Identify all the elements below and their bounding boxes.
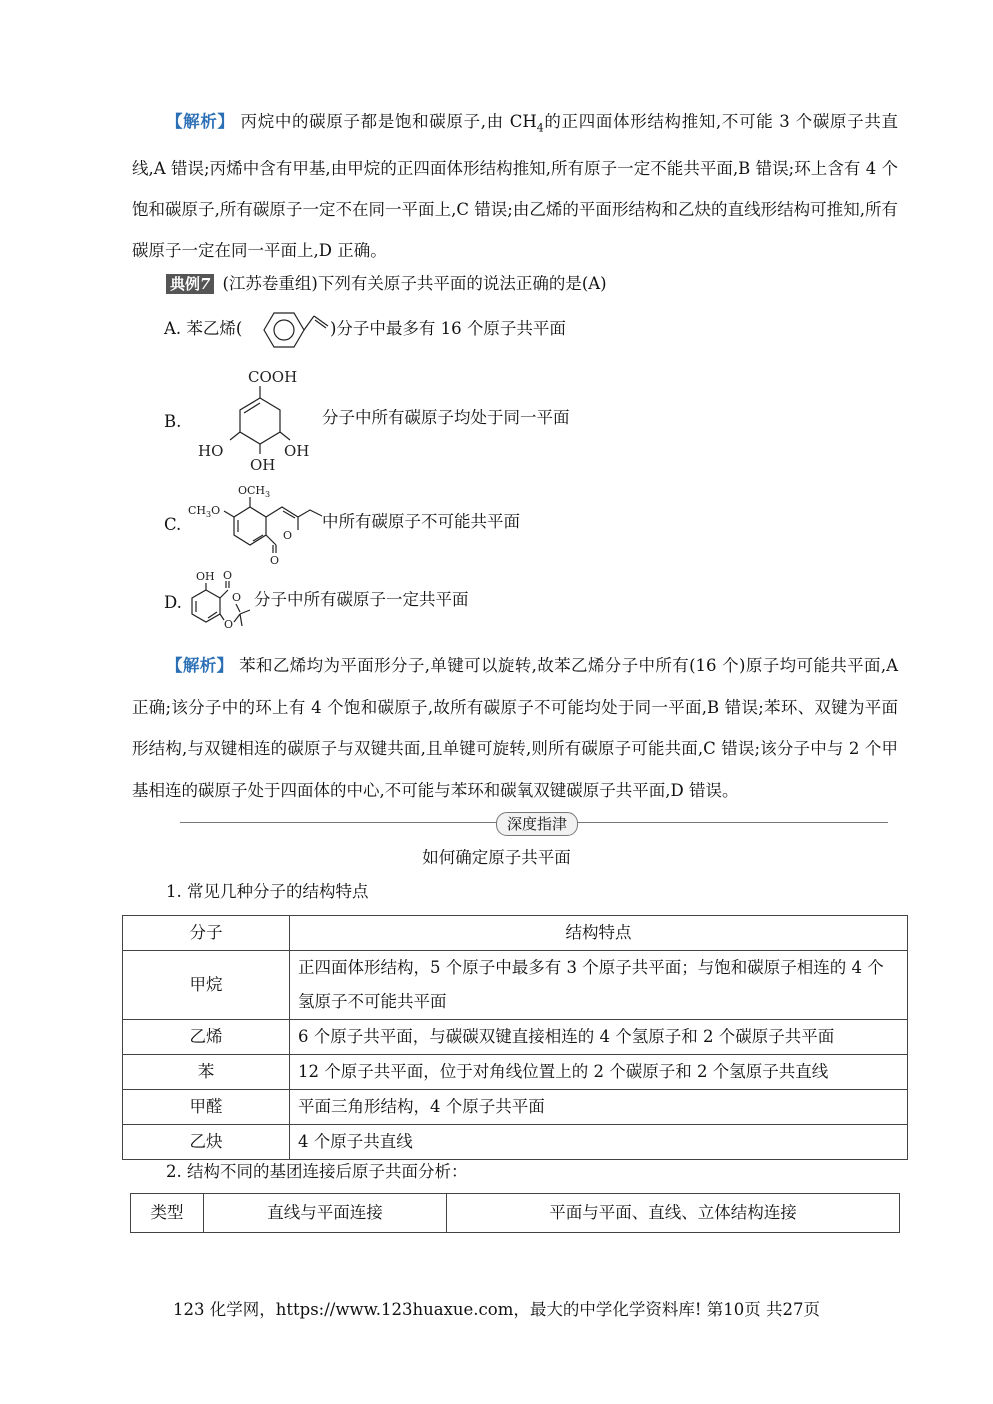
table-row [123,951,908,1020]
divider-label: 深度指津 [496,812,578,836]
analysis-tag-2: 【解析】 [166,656,234,675]
molecule-cell: 乙烯 [123,1020,290,1055]
analysis-text-a: 丙烷中的碳原子都是饱和碳原子,由 CH [240,112,537,131]
feature-cell: 6 个原子共平面，与碳碳双键直接相连的 4 个氢原子和 2 个碳原子共平面 [290,1020,908,1055]
ho-left-label: HO [198,442,224,460]
header-type: 类型 [131,1194,204,1233]
feature-cell: 平面三角形结构，4 个原子共平面 [290,1090,908,1125]
connection-table [130,1193,900,1233]
subheading-2: 2. 结构不同的基团连接后原子共面分析： [166,1162,468,1181]
carbonyl-o-label: O [270,554,280,567]
molecule-cell: 乙炔 [123,1125,290,1160]
molecule-cell: 苯 [123,1055,290,1090]
header-plane-plane: 平面与平面、直线、立体结构连接 [447,1194,900,1233]
section-title: 如何确定原子共平面 [422,848,571,867]
example-tag: 典例7 [166,274,214,294]
molecule-cell: 甲醛 [123,1090,290,1125]
oh-label: OH [196,570,215,583]
table-header-row [123,916,908,951]
option-a-prefix: A. 苯乙烯( [164,319,243,338]
feature-cell: 正四面体形结构，5 个原子中最多有 3 个原子共平面；与饱和碳原子相连的 4 个氢原子不可能共平面 [290,951,908,1020]
analysis-text-b: 的正四面体形结构推知,不可能 3 个碳原子共直线,A 错误;丙烯中含有甲基,由甲烷的正四面体形结构推知,所有原子一定不能共平面,B 错误;环上含有 4 个饱和碳原子,所有碳原子一定不在同一平面上,C 错误;由乙烯的平面形结构和乙炔的直线形结构可推知,所有碳原子一定在同一平面上,D 正确。 [132,112,898,261]
oh-right-label: OH [284,442,310,460]
example-question [166,273,607,295]
ch3o-label: $CH_3O$ [188,504,221,519]
ring-o-label: O [283,529,293,542]
carbonyl-o-d-label: O [223,569,233,582]
subheading-1: 1. 常见几种分子的结构特点 [166,882,369,901]
oh-bottom-label: OH [250,456,276,474]
ring-o1-label: O [232,591,242,604]
option-c-text: 中所有碳原子不可能共平面 [322,512,520,531]
option-d-structure-icon [186,568,256,632]
table-row [123,1090,908,1125]
header-feature: 结构特点 [290,916,908,951]
option-c-structure-icon [186,480,326,566]
analysis-tag: 【解析】 [166,112,235,131]
table-header-row [131,1194,900,1233]
feature-cell: 12 个原子共平面，位于对角线位置上的 2 个碳原子和 2 个氢原子共直线 [290,1055,908,1090]
table-row [123,1020,908,1055]
header-line-plane: 直线与平面连接 [204,1194,447,1233]
option-b-label: B. [164,412,182,431]
ring-o2-label: O [224,618,234,631]
page-footer: 123 化学网，https://www.123huaxue.com，最大的中学化学资料库! 第10页 共27页 [173,1300,820,1319]
och3-label: $OCH_3$ [238,484,271,499]
table-row [123,1125,908,1160]
molecule-cell: 甲烷 [123,951,290,1020]
analysis-paragraph-1 [132,101,898,271]
subscript: 4 [536,121,544,135]
question-text: (江苏卷重组)下列有关原子共平面的说法正确的是(A) [222,274,607,293]
feature-cell: 4 个原子共直线 [290,1125,908,1160]
table-row [123,1055,908,1090]
header-molecule: 分子 [123,916,290,951]
option-d-text: 分子中所有碳原子一定共平面 [254,590,469,609]
option-d-label: D. [164,593,182,612]
analysis-paragraph-2 [132,645,898,811]
option-a-suffix: )分子中最多有 16 个原子共平面 [330,319,566,338]
option-c-label: C. [164,515,182,534]
option-b-text: 分子中所有碳原子均处于同一平面 [322,408,570,427]
analysis-text-2: 苯和乙烯均为平面形分子,单键可以旋转,故苯乙烯分子中所有(16 个)原子均可能共平面,A 正确;该分子中的环上有 4 个饱和碳原子,故所有碳原子不可能均处于同一平面,B 错误;苯环、双键为平面形结构,与双键相连的碳原子与双键共面,且单键可旋转,则所有碳原子可能共面,C 错误;该分子中与 2 个甲基相连的碳原子处于四面体的中心,不可能与苯环和碳氧双键碳原子共平面,D 错误。 [132,656,899,800]
styrene-structure-icon [252,308,332,352]
structure-table [122,915,908,1160]
cooh-label: COOH [248,368,298,386]
option-b-structure-icon [196,362,316,474]
